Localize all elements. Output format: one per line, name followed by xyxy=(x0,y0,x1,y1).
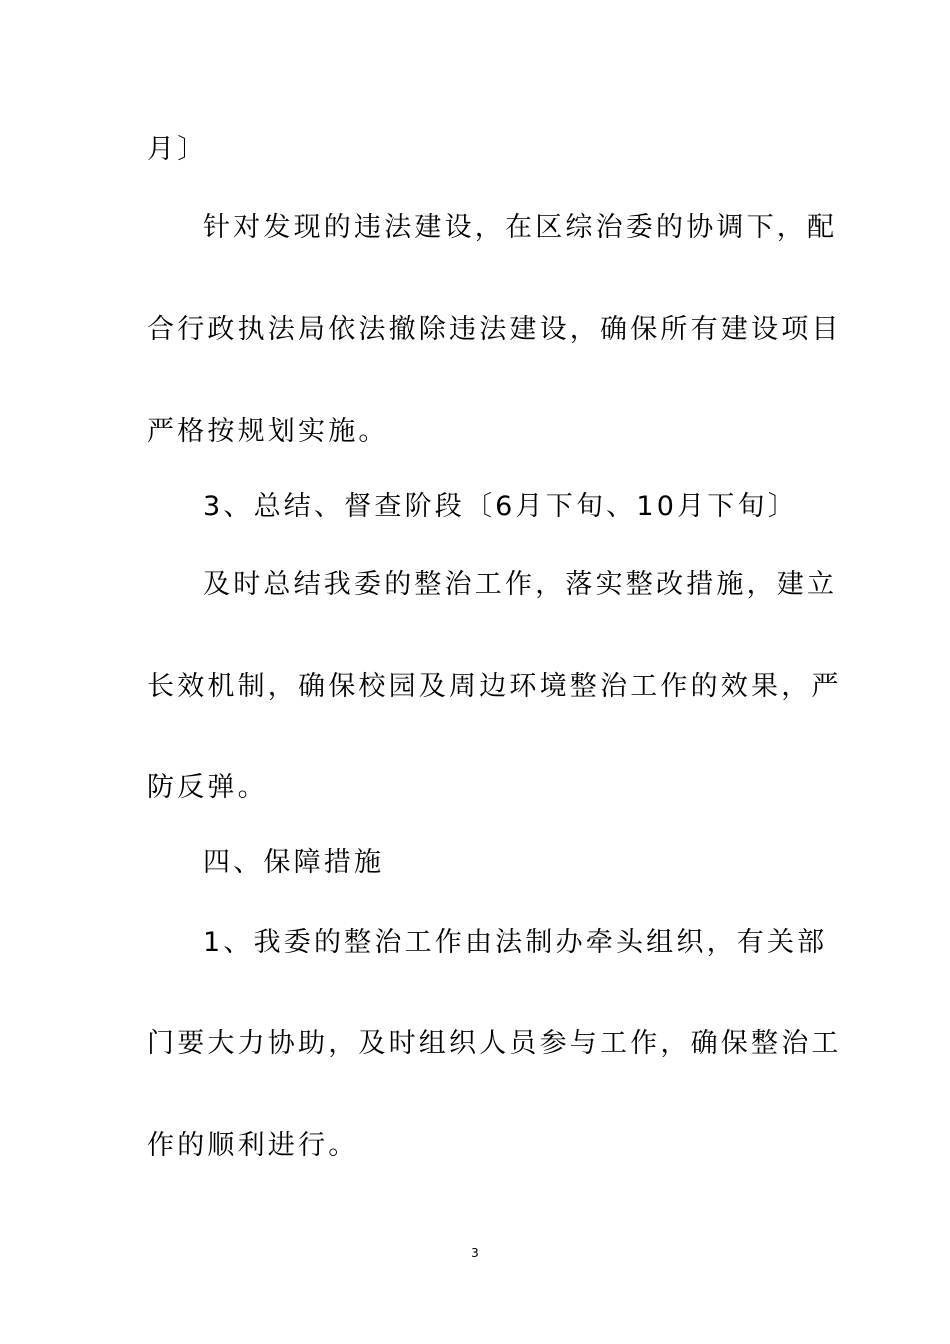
paragraph-start-line: 及时总结我委的整治工作，落实整改措施，建立 xyxy=(203,569,838,600)
text-line: 合行政执法局依法撤除违法建设，确保所有建设项目 xyxy=(147,314,842,345)
text-line: 防反弹。 xyxy=(147,772,268,803)
paragraph-start-line: 针对发现的违法建设，在区综治委的协调下，配 xyxy=(203,212,838,243)
text-line: 月〕 xyxy=(147,134,208,165)
text-line: 作的顺利进行。 xyxy=(147,1130,359,1161)
section-heading: 3、总结、督查阶段〔6月下旬、10月下旬〕 xyxy=(203,491,798,522)
text-line: 门要大力协助，及时组织人员参与工作，确保整治工 xyxy=(147,1028,842,1059)
paragraph-start-line: 1、我委的整治工作由法制办牵头组织，有关部 xyxy=(203,927,828,958)
section-heading: 四、保障措施 xyxy=(203,847,385,878)
page-number: 3 xyxy=(471,1246,479,1260)
text-line: 严格按规划实施。 xyxy=(147,416,389,447)
text-line: 长效机制，确保校园及周边环境整治工作的效果，严 xyxy=(147,671,842,702)
